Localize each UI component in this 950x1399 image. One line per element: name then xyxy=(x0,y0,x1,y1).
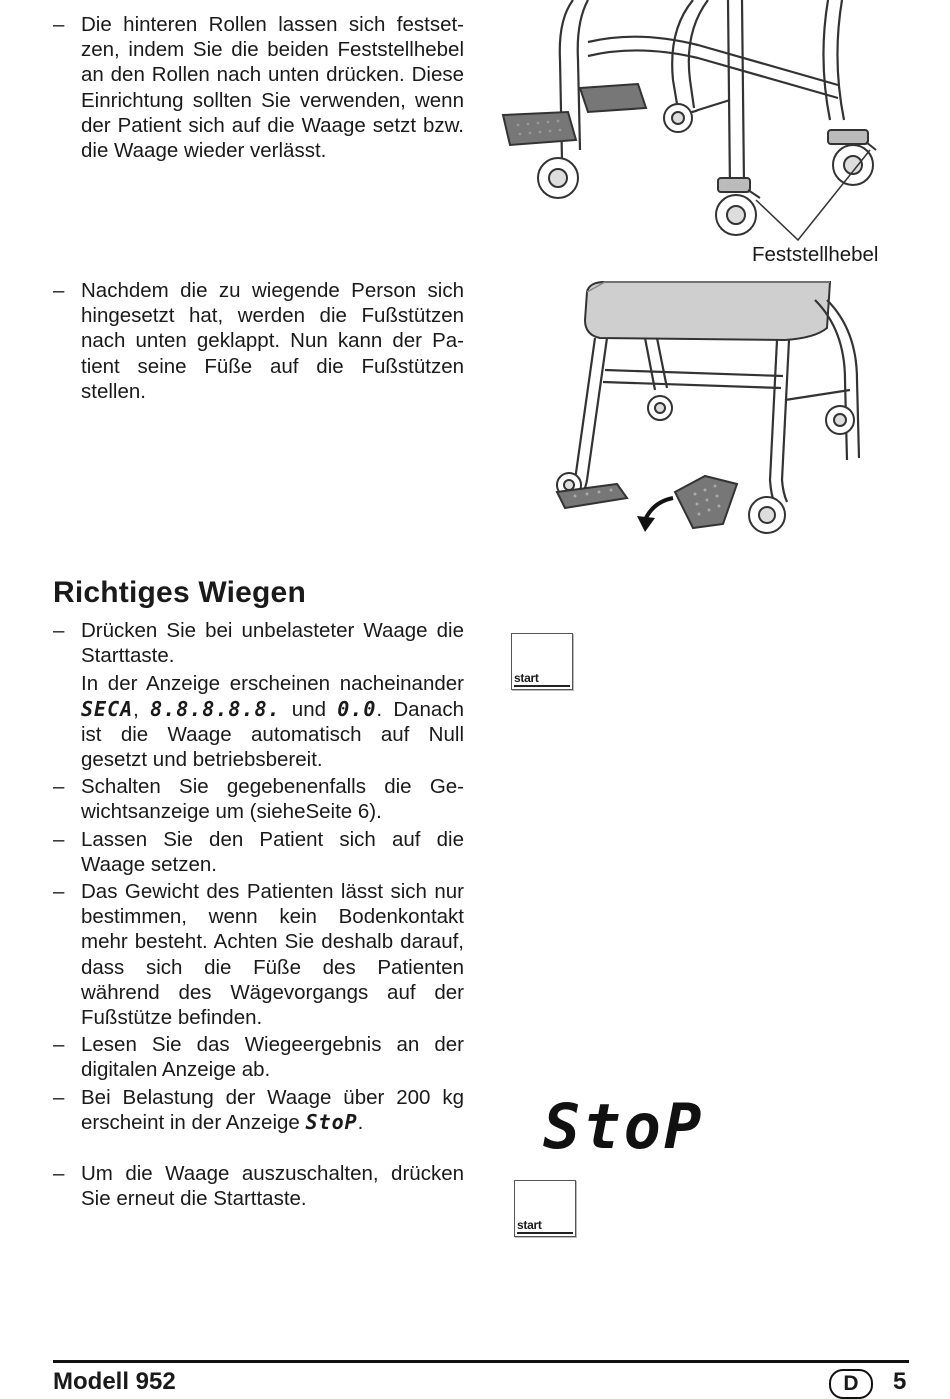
start-key-illustration xyxy=(511,633,573,690)
lcd-zero: 0.0 xyxy=(337,696,377,721)
list-item xyxy=(53,12,464,163)
footrest-illustration xyxy=(545,280,865,542)
item-text: . xyxy=(357,1110,364,1134)
list-item xyxy=(53,879,464,1030)
start-key-label: start xyxy=(514,671,539,685)
footer-model-title: Modell 952 xyxy=(53,1368,176,1395)
item-text: Schalten Sie gegebenenfalls die Gewichtsanzeige um (sieheSeite 6). xyxy=(81,775,464,824)
dash-bullet: – xyxy=(53,619,65,642)
note-text: In der Anzeige erscheinen nacheinander xyxy=(81,672,464,696)
item-text: Lassen Sie den Patient sich auf die Waage setzen. xyxy=(81,827,464,876)
page-number: 5 xyxy=(893,1368,907,1395)
separator: , xyxy=(133,697,151,721)
dash-bullet: – xyxy=(53,13,65,36)
item-text: Drücken Sie bei unbelasteter Waage die Starttaste. xyxy=(81,619,464,668)
list-item xyxy=(53,1161,464,1211)
separator: und xyxy=(280,697,338,721)
rear-wheels-illustration xyxy=(498,0,898,245)
dash-bullet: – xyxy=(53,827,65,851)
list-item xyxy=(53,1085,464,1135)
start-key-underline xyxy=(514,685,570,687)
dash-bullet: – xyxy=(53,1162,65,1186)
footer-rule xyxy=(53,1360,909,1363)
locking-instructions xyxy=(53,12,464,163)
item-text: Um die Waage auszuschalten, drücken Sie erneut die Starttaste. xyxy=(81,1162,464,1211)
dash-bullet: – xyxy=(53,1033,65,1057)
note-text: . Danach ist die Waage automatisch auf Null gesetzt und betriebsbereit. xyxy=(81,697,464,772)
dash-bullet: – xyxy=(53,1085,65,1109)
item-text: Das Gewicht des Patienten lässt sich nur bestimmen, wenn kein Bodenkontakt mehr besteht. Achten Sie deshalb darauf, dass sich die Füße des Patienten während des Wägevorgangs auf der Fußstütze befinden. xyxy=(81,880,464,1030)
start-key-illustration xyxy=(514,1180,576,1237)
lcd-test-pattern: 8.8.8.8.8. xyxy=(150,696,281,721)
list-item xyxy=(53,278,464,404)
footrest-instructions xyxy=(53,278,464,404)
dash-bullet: – xyxy=(53,880,65,904)
language-badge: D xyxy=(829,1369,873,1399)
locking-lever-caption: Feststellhebel xyxy=(752,243,879,266)
item-text: Die hinteren Rollen lassen sich festsetzen, indem Sie die beiden Feststellhebel an den Rollen nach unten drücken. Diese Einrichtung sollten Sie verwenden, wenn der Patient sich auf die Waage setzt bzw. die Waage wieder verlässt. xyxy=(81,13,464,163)
list-item xyxy=(53,774,464,824)
lcd-stop: StoP xyxy=(305,1109,358,1134)
start-key-underline xyxy=(517,1232,573,1234)
list-item xyxy=(53,1032,464,1082)
section-heading: Richtiges Wiegen xyxy=(53,576,306,609)
weighing-instructions xyxy=(53,618,464,1211)
lcd-seca: SECA xyxy=(81,696,134,721)
list-item xyxy=(53,618,464,668)
list-item xyxy=(53,827,464,877)
start-key-label: start xyxy=(517,1218,542,1232)
item-text: Nachdem die zu wiegende Person sich hingesetzt hat, werden die Fußstützen nach unten geklappt. Nun kann der Patient seine Füße auf die Fußstützen stellen. xyxy=(81,279,464,403)
item-text: Bei Belastung der Waage über 200 kg erscheint in der Anzeige xyxy=(81,1085,464,1134)
dash-bullet: – xyxy=(53,775,65,799)
dash-bullet: – xyxy=(53,279,65,302)
stop-display-graphic: StoP xyxy=(543,1090,705,1163)
display-sequence-note xyxy=(53,671,464,772)
item-text: Lesen Sie das Wiegeergebnis an der digitalen Anzeige ab. xyxy=(81,1033,464,1082)
